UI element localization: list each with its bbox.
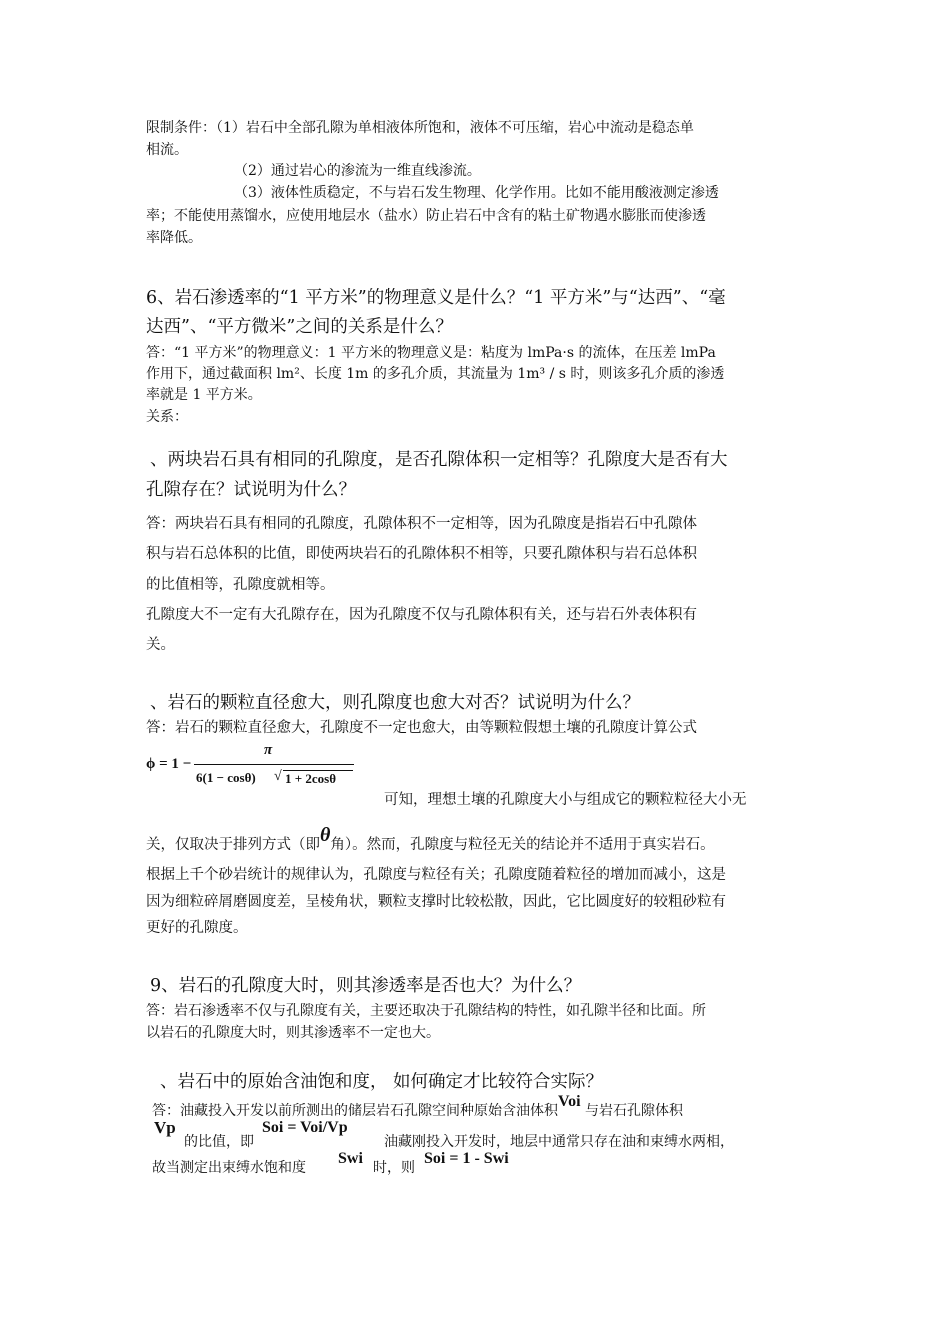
q6-answer-2: 作用下，通过截面积 lm²、长度 1m 的多孔介质，其流量为 1m³ / s 时，则该多孔介质的渗透: [146, 366, 725, 382]
q6-answer-3: 率就是 1 平方米。: [146, 387, 262, 403]
soi-swi-equation: Soi = 1 - Swi: [424, 1150, 509, 1167]
q7-answer-4: 孔隙度大不一定有大孔隙存在，因为孔隙度不仅与孔隙体积有关，还与岩石外表体积有: [146, 607, 697, 623]
formula-lhs: ϕ = 1 −: [146, 756, 192, 772]
q7-answer-3: 的比值相等，孔隙度就相等。: [146, 577, 335, 593]
q7-title-2: 孔隙存在？试说明为什么？: [146, 480, 356, 500]
limit-line-5: 率；不能使用蒸馏水，应使用地层水（盐水）防止岩石中含有的粘土矿物遇水膨胀而使渗透: [146, 208, 706, 224]
q8-answer-3b-text: 角）。然而，孔隙度与粒径无关的结论并不适用于真实岩石。: [330, 837, 715, 853]
q10-answer-1: [152, 1093, 683, 1120]
q6-title-1: 6、岩石渗透率的“1 平方米”的物理意义是什么？“1 平方米”与“达西”、“毫: [146, 288, 726, 308]
limit-line-1: 限制条件：（1）岩石中全部孔隙为单相液体所饱和，液体不可压缩，岩心中流动是稳态单: [146, 120, 694, 136]
q8-answer-1: 答：岩石的颗粒直径愈大，孔隙度不一定也愈大，由等颗粒假想土壤的孔隙度计算公式: [146, 720, 697, 736]
q10-title: 、岩石中的原始含油饱和度， 如何确定才比较符合实际？: [160, 1072, 604, 1092]
q7-answer-2: 积与岩石总体积的比值，即使两块岩石的孔隙体积不相等，只要孔隙体积与岩石总体积: [146, 546, 697, 562]
q9-title: 9、岩石的孔隙度大时，则其渗透率是否也大？为什么？: [150, 976, 582, 996]
vp-symbol: Vp: [154, 1118, 176, 1137]
q10-answer-3a: 故当测定出束缚水饱和度: [152, 1160, 306, 1176]
q9-answer-1: 答：岩石渗透率不仅与孔隙度有关，主要还取决于孔隙结构的特性，如孔隙半径和比面。所: [146, 1003, 706, 1019]
q10-answer-2b: 油藏刚投入开发时，地层中通常只存在油和束缚水两相，: [384, 1134, 734, 1150]
theta-symbol: θ: [320, 824, 331, 846]
q8-answer-4: 根据上千个砂岩统计的规律认为，孔隙度与粒径有关；孔隙度随着粒径的增加而减小，这是: [146, 867, 726, 883]
q6-answer-1: 答：“1 平方米”的物理意义：1 平方米的物理意义是：粘度为 lmPa·s 的流体，在压差 lmPa: [146, 345, 716, 361]
porosity-formula: [146, 742, 358, 790]
q7-title-1: 、两块岩石具有相同的孔隙度，是否孔隙体积一定相等？孔隙度大是否有大: [150, 450, 728, 470]
q7-answer-5: 关。: [146, 637, 175, 653]
q10-answer-3b: 时，则: [373, 1160, 415, 1176]
q8-answer-6: 更好的孔隙度。: [146, 920, 248, 936]
sqrt-sign: √: [274, 769, 282, 784]
q8-answer-3a: [146, 824, 715, 855]
q8-answer-3a-text: 关，仅取决于排列方式（即: [146, 837, 320, 853]
q8-answer-2: 可知，理想土壤的孔隙度大小与组成它的颗粒粒径大小无: [384, 792, 747, 808]
formula-denominator-a: 6(1 − cosθ): [196, 770, 256, 785]
limit-line-2: 相流。: [146, 142, 188, 158]
limit-line-3: （2）通过岩心的渗流为一维直线渗流。: [234, 163, 481, 179]
formula-denominator-b: 1 + 2cosθ: [285, 771, 337, 786]
q9-answer-2: 以岩石的孔隙度大时，则其渗透率不一定也大。: [146, 1025, 440, 1041]
q7-answer-1: 答：两块岩石具有相同的孔隙度，孔隙体积不一定相等，因为孔隙度是指岩石中孔隙体: [146, 516, 697, 532]
q10-answer-1a-text: 答：油藏投入开发以前所测出的储层岩石孔隙空间种原始含油体积: [152, 1103, 558, 1119]
q6-answer-4: 关系：: [146, 409, 188, 425]
swi-symbol: Swi: [338, 1150, 363, 1167]
limit-line-6: 率降低。: [146, 230, 202, 246]
q8-title: 、岩石的颗粒直径愈大，则孔隙度也愈大对否？试说明为什么？: [150, 693, 640, 713]
soi-equation: Soi = Voi/Vp: [262, 1119, 348, 1136]
q8-answer-5: 因为细粒碎屑磨圆度差，呈棱角状，颗粒支撑时比较松散，因此，它比圆度好的较粗砂粒有: [146, 894, 726, 910]
limit-line-4: （3）液体性质稳定，不与岩石发生物理、化学作用。比如不能用酸液测定渗透: [234, 185, 719, 201]
q6-title-2: 达西”、“平方微米”之间的关系是什么？: [146, 317, 453, 337]
q10-answer-2a: 的比值，即: [184, 1134, 254, 1150]
q10-answer-1b-text: 与岩石孔隙体积: [584, 1103, 683, 1119]
formula-numerator: π: [264, 742, 273, 758]
fraction-bar: [194, 764, 354, 765]
voi-symbol: Voi: [558, 1093, 581, 1110]
